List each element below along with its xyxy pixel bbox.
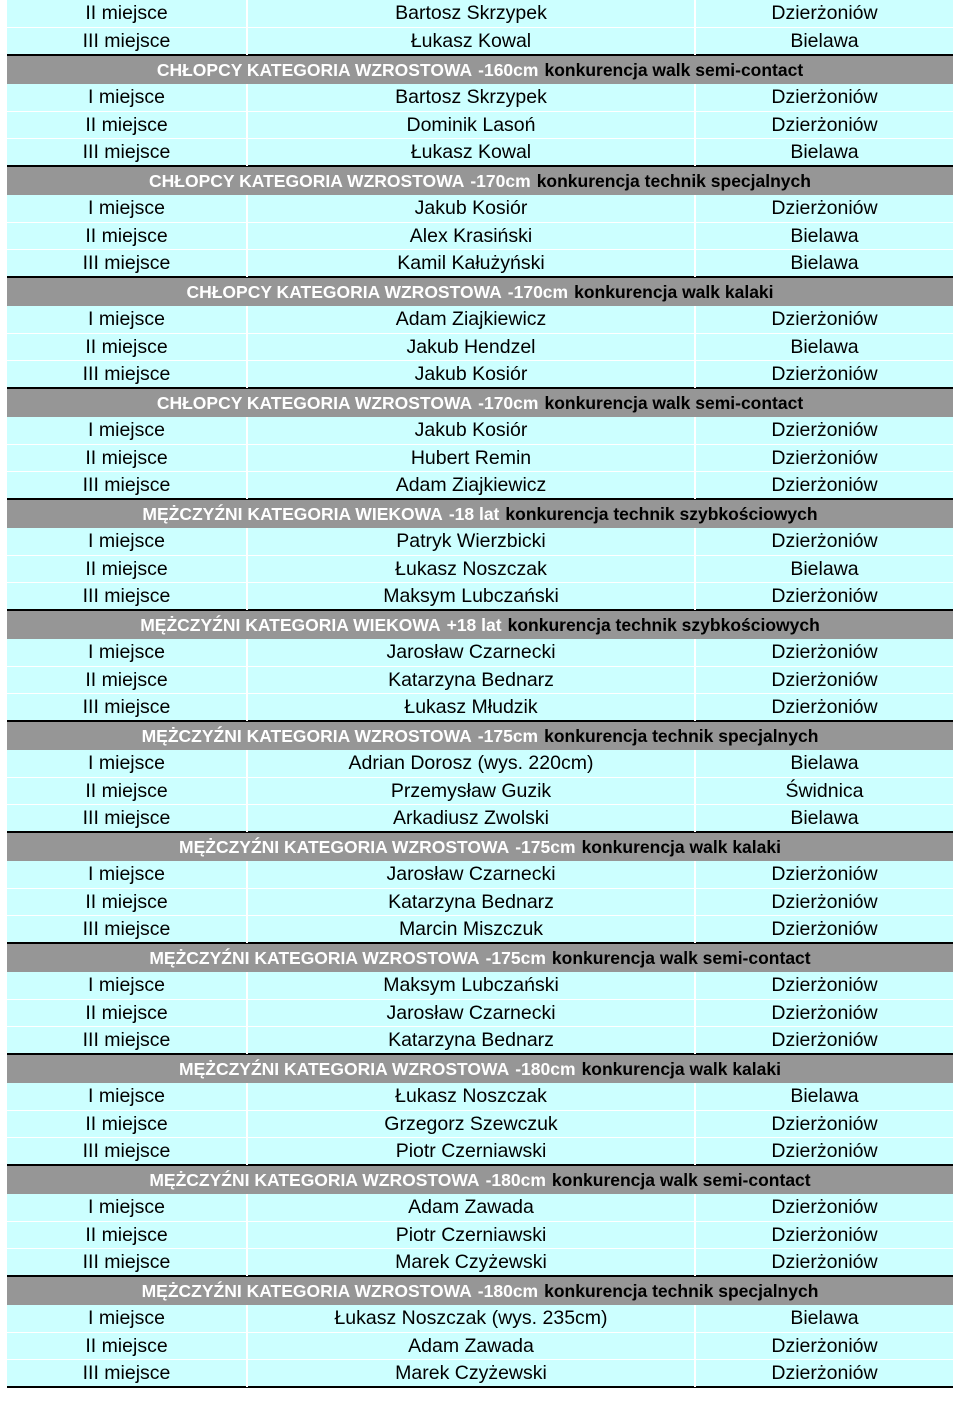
category-label: MĘŻCZYŹNI KATEGORIA WZROSTOWA: [179, 836, 510, 857]
result-section: [7, 609, 953, 720]
city-cell: Dzierżoniów: [771, 419, 878, 441]
city-cell: Bielawa: [790, 807, 859, 829]
table-row: [7, 0, 953, 27]
place-cell: III miejsce: [7, 472, 248, 499]
table-row: [7, 777, 953, 804]
city-cell: Bielawa: [790, 1085, 859, 1107]
city-cell: Dzierżoniów: [771, 918, 878, 940]
name-cell: Jarosław Czarnecki: [248, 861, 696, 888]
place-cell: I miejsce: [7, 528, 248, 555]
competition-label: konkurencja walk kalaki: [581, 836, 781, 857]
city-cell: Bielawa: [790, 141, 859, 163]
category-label: MĘŻCZYŹNI KATEGORIA WIEKOWA: [142, 503, 443, 524]
city-cell: Bielawa: [790, 30, 859, 52]
table-row: [7, 888, 953, 915]
section-header: [7, 720, 953, 750]
place-cell: III miejsce: [7, 583, 248, 610]
table-row: [7, 693, 953, 720]
table-row: [7, 195, 953, 222]
city-cell: Bielawa: [790, 1307, 859, 1329]
name-cell: Adam Ziajkiewicz: [248, 472, 696, 499]
category-label: CHŁOPCY KATEGORIA WZROSTOWA: [186, 281, 502, 302]
competition-label: konkurencja walk semi-contact: [544, 59, 804, 80]
competition-label: konkurencja walk semi-contact: [551, 1169, 811, 1190]
section-header: [7, 942, 953, 972]
place-cell: I miejsce: [7, 861, 248, 888]
name-cell: Bartosz Skrzypek: [248, 0, 696, 27]
section-header: [7, 387, 953, 417]
place-cell: I miejsce: [7, 306, 248, 333]
city-cell: Dzierżoniów: [771, 530, 878, 552]
competition-label: konkurencja walk kalaki: [574, 281, 774, 302]
category-label: MĘŻCZYŹNI KATEGORIA WZROSTOWA: [141, 725, 472, 746]
result-section: [7, 1053, 953, 1164]
name-cell: Hubert Remin: [248, 445, 696, 472]
category-limit: +18 lat: [446, 614, 502, 635]
section-header: [7, 54, 953, 84]
name-cell: Łukasz Noszczak: [248, 556, 696, 583]
city-cell: Dzierżoniów: [771, 363, 878, 385]
name-cell: Adrian Dorosz (wys. 220cm): [248, 750, 696, 777]
city-cell: Dzierżoniów: [771, 696, 878, 718]
competition-label: konkurencja walk kalaki: [581, 1058, 781, 1079]
category-limit: -160cm: [478, 59, 539, 80]
city-cell: Dzierżoniów: [771, 974, 878, 996]
name-cell: Maksym Lubczański: [248, 583, 696, 610]
table-row: [7, 471, 953, 498]
city-cell: Dzierżoniów: [771, 2, 878, 24]
result-section: [7, 1164, 953, 1275]
table-row: [7, 999, 953, 1026]
name-cell: Łukasz Młudzik: [248, 694, 696, 721]
city-cell: Bielawa: [790, 336, 859, 358]
table-row: [7, 1083, 953, 1110]
result-section: [7, 276, 953, 387]
place-cell: II miejsce: [7, 1333, 248, 1360]
section-header: [7, 1053, 953, 1083]
section-header: [7, 498, 953, 528]
section-header: [7, 609, 953, 639]
table-row: [7, 1110, 953, 1137]
place-cell: II miejsce: [7, 112, 248, 139]
city-cell: Dzierżoniów: [771, 1224, 878, 1246]
category-limit: -180cm: [485, 1169, 546, 1190]
name-cell: Katarzyna Bednarz: [248, 1027, 696, 1054]
table-row: [7, 639, 953, 666]
name-cell: Jakub Hendzel: [248, 334, 696, 361]
category-limit: -170cm: [470, 170, 531, 191]
table-row: [7, 804, 953, 831]
table-row: [7, 138, 953, 165]
name-cell: Dominik Lasoń: [248, 112, 696, 139]
city-cell: Dzierżoniów: [771, 1196, 878, 1218]
result-section: [7, 387, 953, 498]
name-cell: Bartosz Skrzypek: [248, 84, 696, 111]
place-cell: I miejsce: [7, 639, 248, 666]
name-cell: Łukasz Kowal: [248, 28, 696, 55]
place-cell: III miejsce: [7, 250, 248, 277]
table-row: [7, 1248, 953, 1275]
city-cell: Dzierżoniów: [771, 1251, 878, 1273]
name-cell: Piotr Czerniawski: [248, 1138, 696, 1165]
name-cell: Łukasz Noszczak: [248, 1083, 696, 1110]
competition-label: konkurencja technik szybkościowych: [505, 503, 818, 524]
category-label: CHŁOPCY KATEGORIA WZROSTOWA: [156, 59, 473, 80]
category-limit: -180cm: [477, 1280, 539, 1301]
place-cell: III miejsce: [7, 1249, 248, 1276]
place-cell: I miejsce: [7, 750, 248, 777]
table-row: [7, 582, 953, 609]
table-row: [7, 1332, 953, 1359]
category-limit: -175cm: [477, 725, 539, 746]
place-cell: III miejsce: [7, 916, 248, 943]
city-cell: Dzierżoniów: [771, 585, 878, 607]
table-row: [7, 1194, 953, 1221]
competition-label: konkurencja technik specjalnych: [544, 1280, 819, 1301]
place-cell: II miejsce: [7, 334, 248, 361]
table-row: [7, 972, 953, 999]
place-cell: II miejsce: [7, 1000, 248, 1027]
category-label: MĘŻCZYŹNI KATEGORIA WZROSTOWA: [141, 1280, 472, 1301]
table-row: [7, 27, 953, 54]
table-row: [7, 915, 953, 942]
city-cell: Bielawa: [790, 752, 859, 774]
name-cell: Maksym Lubczański: [248, 972, 696, 999]
table-row: [7, 1026, 953, 1053]
place-cell: III miejsce: [7, 1360, 248, 1387]
place-cell: III miejsce: [7, 28, 248, 55]
name-cell: Piotr Czerniawski: [248, 1222, 696, 1249]
section-header: [7, 831, 953, 861]
city-cell: Bielawa: [790, 558, 859, 580]
table-row: [7, 306, 953, 333]
category-limit: -170cm: [478, 392, 539, 413]
city-cell: Dzierżoniów: [771, 1140, 878, 1162]
place-cell: II miejsce: [7, 1111, 248, 1138]
place-cell: II miejsce: [7, 667, 248, 694]
city-cell: Dzierżoniów: [771, 1113, 878, 1135]
city-cell: Dzierżoniów: [771, 1002, 878, 1024]
name-cell: Patryk Wierzbicki: [248, 528, 696, 555]
name-cell: Adam Zawada: [248, 1333, 696, 1360]
city-cell: Świdnica: [785, 780, 864, 802]
table-row: [7, 333, 953, 360]
competition-label: konkurencja technik specjalnych: [536, 170, 811, 191]
name-cell: Adam Ziajkiewicz: [248, 306, 696, 333]
place-cell: III miejsce: [7, 694, 248, 721]
table-row: [7, 111, 953, 138]
city-cell: Dzierżoniów: [771, 447, 878, 469]
city-cell: Dzierżoniów: [771, 641, 878, 663]
place-cell: II miejsce: [7, 223, 248, 250]
place-cell: III miejsce: [7, 805, 248, 832]
category-label: MĘŻCZYŹNI KATEGORIA WZROSTOWA: [179, 1058, 510, 1079]
place-cell: I miejsce: [7, 972, 248, 999]
name-cell: Katarzyna Bednarz: [248, 667, 696, 694]
table-row: [7, 444, 953, 471]
name-cell: Marek Czyżewski: [248, 1360, 696, 1387]
place-cell: II miejsce: [7, 445, 248, 472]
results-table: [7, 0, 953, 1388]
name-cell: Katarzyna Bednarz: [248, 889, 696, 916]
place-cell: II miejsce: [7, 1222, 248, 1249]
table-row: [7, 417, 953, 444]
city-cell: Dzierżoniów: [771, 114, 878, 136]
name-cell: Łukasz Noszczak (wys. 235cm): [248, 1305, 696, 1332]
table-row: [7, 222, 953, 249]
competition-label: konkurencja technik szybkościowych: [507, 614, 820, 635]
competition-label: konkurencja walk semi-contact: [544, 392, 804, 413]
table-row: [7, 360, 953, 387]
city-cell: Dzierżoniów: [771, 891, 878, 913]
table-row: [7, 750, 953, 777]
name-cell: Jarosław Czarnecki: [248, 639, 696, 666]
competition-label: konkurencja walk semi-contact: [551, 947, 811, 968]
table-row: [7, 249, 953, 276]
city-cell: Dzierżoniów: [771, 1029, 878, 1051]
table-row: [7, 861, 953, 888]
result-section: [7, 831, 953, 942]
section-header: [7, 1164, 953, 1194]
table-row: [7, 528, 953, 555]
city-cell: Dzierżoniów: [771, 1362, 878, 1384]
name-cell: Grzegorz Szewczuk: [248, 1111, 696, 1138]
category-label: MĘŻCZYŹNI KATEGORIA WZROSTOWA: [149, 947, 480, 968]
city-cell: Dzierżoniów: [771, 308, 878, 330]
city-cell: Dzierżoniów: [771, 474, 878, 496]
place-cell: I miejsce: [7, 1083, 248, 1110]
competition-label: konkurencja technik specjalnych: [544, 725, 819, 746]
table-row: [7, 666, 953, 693]
result-section: [7, 942, 953, 1053]
city-cell: Dzierżoniów: [771, 197, 878, 219]
category-label: CHŁOPCY KATEGORIA WZROSTOWA: [149, 170, 465, 191]
category-label: MĘŻCZYŹNI KATEGORIA WIEKOWA: [140, 614, 441, 635]
name-cell: Adam Zawada: [248, 1194, 696, 1221]
result-section: [7, 1275, 953, 1386]
city-cell: Dzierżoniów: [771, 863, 878, 885]
place-cell: II miejsce: [7, 556, 248, 583]
table-row: [7, 555, 953, 582]
place-cell: I miejsce: [7, 84, 248, 111]
name-cell: Jarosław Czarnecki: [248, 1000, 696, 1027]
section-header: [7, 1275, 953, 1305]
place-cell: III miejsce: [7, 361, 248, 388]
category-limit: -175cm: [515, 836, 576, 857]
place-cell: I miejsce: [7, 1305, 248, 1332]
table-row: [7, 1137, 953, 1164]
result-section: [7, 498, 953, 609]
section-header: [7, 276, 953, 306]
city-cell: Dzierżoniów: [771, 669, 878, 691]
category-limit: -180cm: [515, 1058, 576, 1079]
category-label: CHŁOPCY KATEGORIA WZROSTOWA: [156, 392, 473, 413]
city-cell: Dzierżoniów: [771, 1335, 878, 1357]
table-row: [7, 1305, 953, 1332]
result-section: [7, 54, 953, 165]
name-cell: Marcin Miszczuk: [248, 916, 696, 943]
name-cell: Łukasz Kowal: [248, 139, 696, 166]
category-label: MĘŻCZYŹNI KATEGORIA WZROSTOWA: [149, 1169, 480, 1190]
name-cell: Alex Krasiński: [248, 223, 696, 250]
result-section: [7, 165, 953, 276]
place-cell: II miejsce: [7, 0, 248, 27]
table-row: [7, 1359, 953, 1386]
name-cell: Arkadiusz Zwolski: [248, 805, 696, 832]
name-cell: Jakub Kosiór: [248, 417, 696, 444]
city-cell: Bielawa: [790, 252, 859, 274]
section-header: [7, 165, 953, 195]
category-limit: -18 lat: [448, 503, 500, 524]
place-cell: III miejsce: [7, 1138, 248, 1165]
place-cell: III miejsce: [7, 139, 248, 166]
city-cell: Dzierżoniów: [771, 86, 878, 108]
place-cell: I miejsce: [7, 417, 248, 444]
place-cell: II miejsce: [7, 889, 248, 916]
table-row: [7, 1221, 953, 1248]
place-cell: I miejsce: [7, 195, 248, 222]
table-row: [7, 84, 953, 111]
place-cell: II miejsce: [7, 778, 248, 805]
place-cell: III miejsce: [7, 1027, 248, 1054]
name-cell: Przemysław Guzik: [248, 778, 696, 805]
name-cell: Marek Czyżewski: [248, 1249, 696, 1276]
city-cell: Bielawa: [790, 225, 859, 247]
result-section: [7, 720, 953, 831]
place-cell: I miejsce: [7, 1194, 248, 1221]
category-limit: -170cm: [507, 281, 569, 302]
name-cell: Jakub Kosiór: [248, 195, 696, 222]
name-cell: Jakub Kosiór: [248, 361, 696, 388]
category-limit: -175cm: [485, 947, 546, 968]
name-cell: Kamil Kałużyński: [248, 250, 696, 277]
